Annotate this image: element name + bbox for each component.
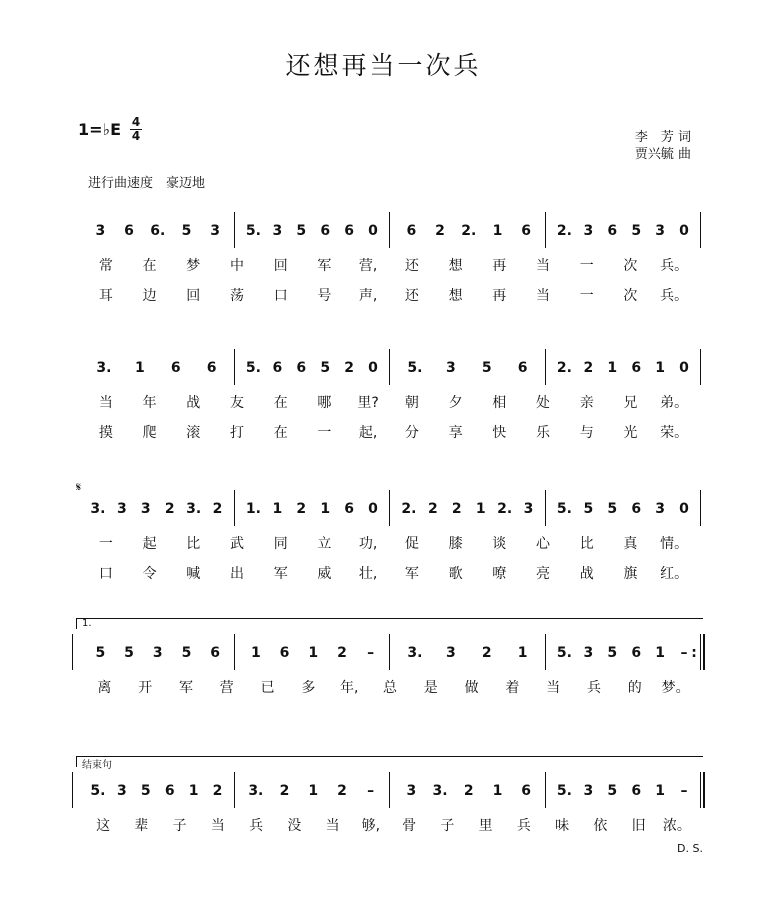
note: 5. bbox=[245, 360, 261, 376]
lyric-char: 一 bbox=[98, 536, 113, 552]
note: 5 bbox=[181, 645, 192, 661]
song-title: 还想再当一次兵 bbox=[285, 51, 482, 80]
barline bbox=[72, 634, 73, 670]
lyric-char: 兵 bbox=[249, 818, 264, 834]
lyric-char: 梦 bbox=[186, 258, 201, 274]
lyric-char: 与 bbox=[579, 425, 594, 441]
note: 5 bbox=[607, 783, 618, 799]
lyric-char: 离 bbox=[97, 680, 112, 696]
lyric-char: 亮 bbox=[536, 566, 550, 582]
lyric-char: 一 bbox=[317, 425, 332, 441]
note: 1 bbox=[492, 783, 503, 799]
lyric-char: 当 bbox=[546, 680, 561, 696]
note: 0 bbox=[368, 360, 378, 376]
note: 1 bbox=[517, 645, 528, 661]
lyric-char: 在 bbox=[142, 258, 157, 274]
note: 3 bbox=[583, 783, 594, 799]
note: 6 bbox=[631, 783, 642, 799]
lyric-char: 荡 bbox=[230, 288, 244, 304]
lyric-char: 一 bbox=[579, 288, 594, 304]
note: 3 bbox=[583, 223, 594, 239]
lyric-char: 梦。 bbox=[661, 680, 690, 696]
note: 5 bbox=[296, 223, 307, 239]
note: 3 bbox=[523, 501, 534, 517]
note: 5 bbox=[320, 360, 331, 376]
note: 3 bbox=[445, 645, 456, 661]
lyric-char: 武 bbox=[230, 536, 244, 552]
barline bbox=[389, 634, 390, 670]
note: 6 bbox=[406, 223, 417, 239]
lyric-char: 没 bbox=[287, 818, 302, 834]
note: 3 bbox=[210, 223, 221, 239]
note: 6 bbox=[631, 645, 642, 661]
volta-bracket bbox=[76, 618, 703, 629]
lyric-char: 旧 bbox=[631, 818, 646, 834]
tempo-marking: 进行曲速度 豪迈地 bbox=[88, 176, 206, 191]
barline bbox=[234, 212, 235, 248]
lyric-char: 口 bbox=[98, 566, 113, 582]
note: 1 bbox=[308, 783, 319, 799]
lyric-char: 出 bbox=[230, 566, 244, 582]
lyric-char: 军 bbox=[317, 258, 332, 274]
barline bbox=[545, 490, 546, 526]
lyric-char: 当 bbox=[325, 818, 340, 834]
note: 3 bbox=[95, 223, 106, 239]
lyric-char: 在 bbox=[273, 425, 288, 441]
barline bbox=[545, 772, 546, 808]
lyric-char: 号 bbox=[317, 288, 332, 304]
lyric-char: 口 bbox=[273, 288, 288, 304]
lyric-char: 次 bbox=[623, 258, 638, 274]
barline bbox=[234, 349, 235, 385]
lyrics-line bbox=[0, 816, 767, 836]
note: 6 bbox=[206, 360, 217, 376]
lyric-char: 做 bbox=[464, 680, 479, 696]
lyric-char: 想 bbox=[448, 288, 463, 304]
lyric-char: 起 bbox=[142, 536, 157, 552]
lyric-char: 滚 bbox=[186, 425, 201, 441]
note: 2 bbox=[296, 501, 307, 517]
lyric-char: 依 bbox=[593, 818, 608, 834]
final-barline bbox=[703, 772, 705, 808]
note: 3 bbox=[655, 223, 665, 239]
note: 5. bbox=[556, 501, 572, 517]
note: 5 bbox=[95, 645, 106, 661]
note: 2. bbox=[497, 501, 513, 517]
note: 1 bbox=[475, 501, 486, 517]
lyric-char: 打 bbox=[230, 425, 244, 441]
lyric-char: 军 bbox=[273, 566, 288, 582]
lyrics-line bbox=[0, 286, 767, 306]
lyric-char: 心 bbox=[536, 536, 550, 552]
lyric-char: 子 bbox=[440, 818, 455, 834]
ending-bracket bbox=[76, 756, 703, 767]
volta-label: 1. bbox=[82, 618, 92, 629]
lyric-char: 年, bbox=[339, 680, 359, 696]
lyric-char: 立 bbox=[317, 536, 332, 552]
note: 2 bbox=[164, 501, 175, 517]
lyric-char: 声, bbox=[358, 288, 378, 304]
note: 5 bbox=[631, 223, 642, 239]
lyric-char: 当 bbox=[536, 258, 550, 274]
note: 6 bbox=[210, 645, 221, 661]
barline bbox=[545, 212, 546, 248]
lyric-char: 在 bbox=[273, 395, 288, 411]
note: 2 bbox=[337, 645, 347, 661]
barline bbox=[72, 772, 73, 808]
lyrics-line bbox=[0, 393, 767, 413]
barline bbox=[389, 772, 390, 808]
final-barline bbox=[700, 634, 701, 670]
barline bbox=[545, 349, 546, 385]
barline bbox=[389, 349, 390, 385]
music-system bbox=[0, 218, 767, 348]
key-signature: 1=♭E bbox=[78, 120, 122, 139]
lyric-char: 壮, bbox=[358, 566, 378, 582]
lyric-char: 旗 bbox=[623, 566, 638, 582]
lyric-char: 够, bbox=[361, 818, 381, 834]
note: 1 bbox=[492, 223, 503, 239]
barline bbox=[700, 212, 701, 248]
lyric-char: 着 bbox=[505, 680, 520, 696]
note: 5. bbox=[407, 360, 423, 376]
lyric-char: 这 bbox=[96, 818, 111, 834]
note: 2. bbox=[556, 360, 572, 376]
lyric-char: 营 bbox=[219, 680, 234, 696]
note: 2 bbox=[212, 501, 223, 517]
note: – bbox=[680, 783, 688, 799]
note: 6 bbox=[296, 360, 307, 376]
note: 2 bbox=[583, 360, 594, 376]
lyric-char: 再 bbox=[492, 258, 507, 274]
lyric-char: 比 bbox=[579, 536, 594, 552]
note: 1 bbox=[655, 783, 665, 799]
note: 6 bbox=[164, 783, 175, 799]
note: 0 bbox=[368, 223, 378, 239]
lyric-char: 享 bbox=[448, 425, 463, 441]
lyric-char: 兵 bbox=[587, 680, 601, 696]
lyric-char: 已 bbox=[260, 680, 275, 696]
lyric-char: 促 bbox=[404, 536, 419, 552]
lyric-char: 威 bbox=[317, 566, 332, 582]
note: 3 bbox=[140, 501, 151, 517]
note: 1 bbox=[655, 645, 665, 661]
lyric-char: 歌 bbox=[448, 566, 463, 582]
lyric-char: 情。 bbox=[660, 536, 689, 552]
note: 0 bbox=[679, 223, 689, 239]
lyric-char: 回 bbox=[273, 258, 288, 274]
lyrics-line bbox=[0, 534, 767, 554]
lyric-char: 亲 bbox=[579, 395, 594, 411]
lyric-char: 常 bbox=[98, 258, 113, 274]
lyric-char: 一 bbox=[579, 258, 594, 274]
note: 3 bbox=[152, 645, 163, 661]
music-system bbox=[0, 355, 767, 485]
lyric-char: 战 bbox=[186, 395, 201, 411]
note: 1 bbox=[320, 501, 331, 517]
barline bbox=[234, 634, 235, 670]
lyric-char: 友 bbox=[230, 395, 244, 411]
lyric-char: 兄 bbox=[623, 395, 638, 411]
lyric-char: 是 bbox=[423, 680, 438, 696]
music-system bbox=[0, 760, 767, 908]
lyric-char: 再 bbox=[492, 288, 507, 304]
lyric-char: 开 bbox=[138, 680, 153, 696]
lyric-char: 相 bbox=[492, 395, 507, 411]
note: 1 bbox=[250, 645, 261, 661]
barline bbox=[700, 349, 701, 385]
note: 6 bbox=[517, 360, 528, 376]
ending-label: 结束句 bbox=[82, 760, 112, 771]
note: 3 bbox=[117, 783, 127, 799]
lyric-char: 功, bbox=[358, 536, 378, 552]
note: 3. bbox=[96, 360, 112, 376]
note: 2 bbox=[451, 501, 462, 517]
lyric-char: 分 bbox=[404, 425, 419, 441]
note: 6 bbox=[272, 360, 283, 376]
note: 3. bbox=[248, 783, 264, 799]
barline bbox=[234, 490, 235, 526]
note: 2 bbox=[428, 501, 438, 517]
lyric-char: 多 bbox=[301, 680, 316, 696]
lyric-char: 当 bbox=[210, 818, 225, 834]
lyrics-line bbox=[0, 564, 767, 584]
lyric-char: 营, bbox=[358, 258, 378, 274]
note: 3. bbox=[186, 501, 202, 517]
lyric-char: 次 bbox=[623, 288, 638, 304]
note: 5. bbox=[556, 645, 572, 661]
lyric-char: 夕 bbox=[448, 395, 463, 411]
note: 6 bbox=[320, 223, 331, 239]
music-system bbox=[0, 618, 767, 770]
note: 0 bbox=[679, 360, 689, 376]
note: – bbox=[367, 783, 375, 799]
lyric-char: 里? bbox=[357, 395, 379, 411]
lyricist-credit: 李 芳 词 bbox=[634, 130, 691, 145]
composer-credit: 贾兴毓 曲 bbox=[634, 147, 691, 162]
repeat-dots: : bbox=[691, 645, 697, 661]
lyric-char: 起, bbox=[358, 425, 378, 441]
lyric-char: 哪 bbox=[317, 395, 332, 411]
lyric-char: 想 bbox=[448, 258, 463, 274]
note: 6 bbox=[344, 223, 354, 239]
lyric-char: 年 bbox=[142, 395, 157, 411]
note: 5 bbox=[140, 783, 151, 799]
lyric-char: 当 bbox=[536, 288, 550, 304]
note: 5 bbox=[181, 223, 192, 239]
lyric-char: 浓。 bbox=[662, 818, 691, 834]
lyric-char: 军 bbox=[404, 566, 419, 582]
final-barline bbox=[703, 634, 705, 670]
lyric-char: 膝 bbox=[448, 536, 463, 552]
lyric-char: 味 bbox=[555, 818, 570, 834]
note: 6 bbox=[631, 360, 642, 376]
note: – bbox=[367, 645, 375, 661]
note: 3 bbox=[272, 223, 283, 239]
note: 6 bbox=[631, 501, 642, 517]
note: 5. bbox=[90, 783, 106, 799]
note: 2 bbox=[337, 783, 347, 799]
note: 6 bbox=[124, 223, 134, 239]
lyric-char: 的 bbox=[627, 680, 642, 696]
note: 6. bbox=[150, 223, 166, 239]
note: 1 bbox=[134, 360, 145, 376]
time-signature bbox=[129, 116, 143, 143]
ds-marking: D. S. bbox=[677, 842, 703, 855]
lyric-char: 还 bbox=[404, 258, 419, 274]
lyric-char: 子 bbox=[172, 818, 187, 834]
note: 5 bbox=[583, 501, 594, 517]
barline bbox=[389, 490, 390, 526]
note: 0 bbox=[679, 501, 689, 517]
note: 5 bbox=[607, 501, 618, 517]
note: – bbox=[680, 645, 688, 661]
lyric-char: 军 bbox=[179, 680, 193, 696]
note: 6 bbox=[521, 223, 532, 239]
note: 2 bbox=[212, 783, 223, 799]
lyric-char: 兵。 bbox=[660, 288, 689, 304]
lyric-char: 骨 bbox=[402, 818, 417, 834]
lyric-char: 兵 bbox=[516, 818, 531, 834]
note: 1 bbox=[308, 645, 319, 661]
time-top: 4 bbox=[131, 115, 141, 129]
note: 3 bbox=[655, 501, 665, 517]
lyric-char: 同 bbox=[273, 536, 288, 552]
note: 2. bbox=[461, 223, 477, 239]
lyrics-line bbox=[0, 256, 767, 276]
note: 5 bbox=[607, 645, 618, 661]
note: 2. bbox=[556, 223, 572, 239]
note: 6 bbox=[521, 783, 532, 799]
lyric-char: 战 bbox=[579, 566, 594, 582]
time-bottom: 4 bbox=[131, 129, 141, 143]
lyric-char: 辈 bbox=[134, 818, 149, 834]
note: 1 bbox=[188, 783, 199, 799]
lyric-char: 荣。 bbox=[660, 425, 689, 441]
note: 6 bbox=[607, 223, 618, 239]
lyric-char: 比 bbox=[186, 536, 201, 552]
note: 1. bbox=[245, 501, 261, 517]
barline bbox=[234, 772, 235, 808]
lyric-char: 摸 bbox=[98, 425, 113, 441]
note: 1 bbox=[655, 360, 665, 376]
lyric-char: 快 bbox=[492, 425, 507, 441]
note: 5 bbox=[124, 645, 134, 661]
lyric-char: 边 bbox=[142, 288, 157, 304]
note: 2 bbox=[463, 783, 474, 799]
note: 6 bbox=[344, 501, 354, 517]
lyric-char: 弟。 bbox=[660, 395, 689, 411]
note: 3 bbox=[406, 783, 417, 799]
lyric-char: 真 bbox=[623, 536, 638, 552]
note: 5. bbox=[245, 223, 261, 239]
lyric-char: 总 bbox=[383, 680, 397, 696]
lyric-char: 处 bbox=[536, 395, 550, 411]
lyrics-line bbox=[0, 678, 767, 698]
note: 2 bbox=[481, 645, 492, 661]
note: 3. bbox=[407, 645, 423, 661]
note: 5. bbox=[556, 783, 572, 799]
barline bbox=[389, 212, 390, 248]
lyric-char: 嘹 bbox=[492, 566, 507, 582]
note: 3. bbox=[432, 783, 448, 799]
note: 6 bbox=[170, 360, 181, 376]
lyric-char: 耳 bbox=[98, 288, 113, 304]
note: 3 bbox=[583, 645, 594, 661]
lyric-char: 乐 bbox=[536, 425, 550, 441]
note: 1 bbox=[272, 501, 283, 517]
note: 2 bbox=[279, 783, 290, 799]
note: 3 bbox=[445, 360, 456, 376]
segno-sign: 𝄋 bbox=[76, 480, 82, 494]
lyric-char: 里 bbox=[478, 818, 493, 834]
note: 0 bbox=[368, 501, 378, 517]
note: 1 bbox=[607, 360, 618, 376]
note: 2 bbox=[344, 360, 354, 376]
note: 3 bbox=[117, 501, 127, 517]
note: 2 bbox=[435, 223, 445, 239]
note: 3. bbox=[90, 501, 106, 517]
lyric-char: 谈 bbox=[492, 536, 507, 552]
lyric-char: 回 bbox=[186, 288, 201, 304]
lyric-char: 兵。 bbox=[660, 258, 689, 274]
lyric-char: 当 bbox=[98, 395, 113, 411]
barline bbox=[700, 490, 701, 526]
note: 6 bbox=[279, 645, 290, 661]
lyric-char: 中 bbox=[230, 258, 244, 274]
barline bbox=[545, 634, 546, 670]
lyric-char: 红。 bbox=[660, 566, 689, 582]
lyric-char: 喊 bbox=[186, 566, 201, 582]
music-system bbox=[0, 480, 767, 626]
lyric-char: 还 bbox=[404, 288, 419, 304]
final-barline bbox=[700, 772, 701, 808]
note: 2. bbox=[401, 501, 417, 517]
note: 5 bbox=[481, 360, 492, 376]
lyric-char: 朝 bbox=[404, 395, 419, 411]
lyric-char: 光 bbox=[623, 425, 638, 441]
lyric-char: 爬 bbox=[142, 425, 157, 441]
lyric-char: 令 bbox=[142, 566, 157, 582]
lyrics-line bbox=[0, 423, 767, 443]
